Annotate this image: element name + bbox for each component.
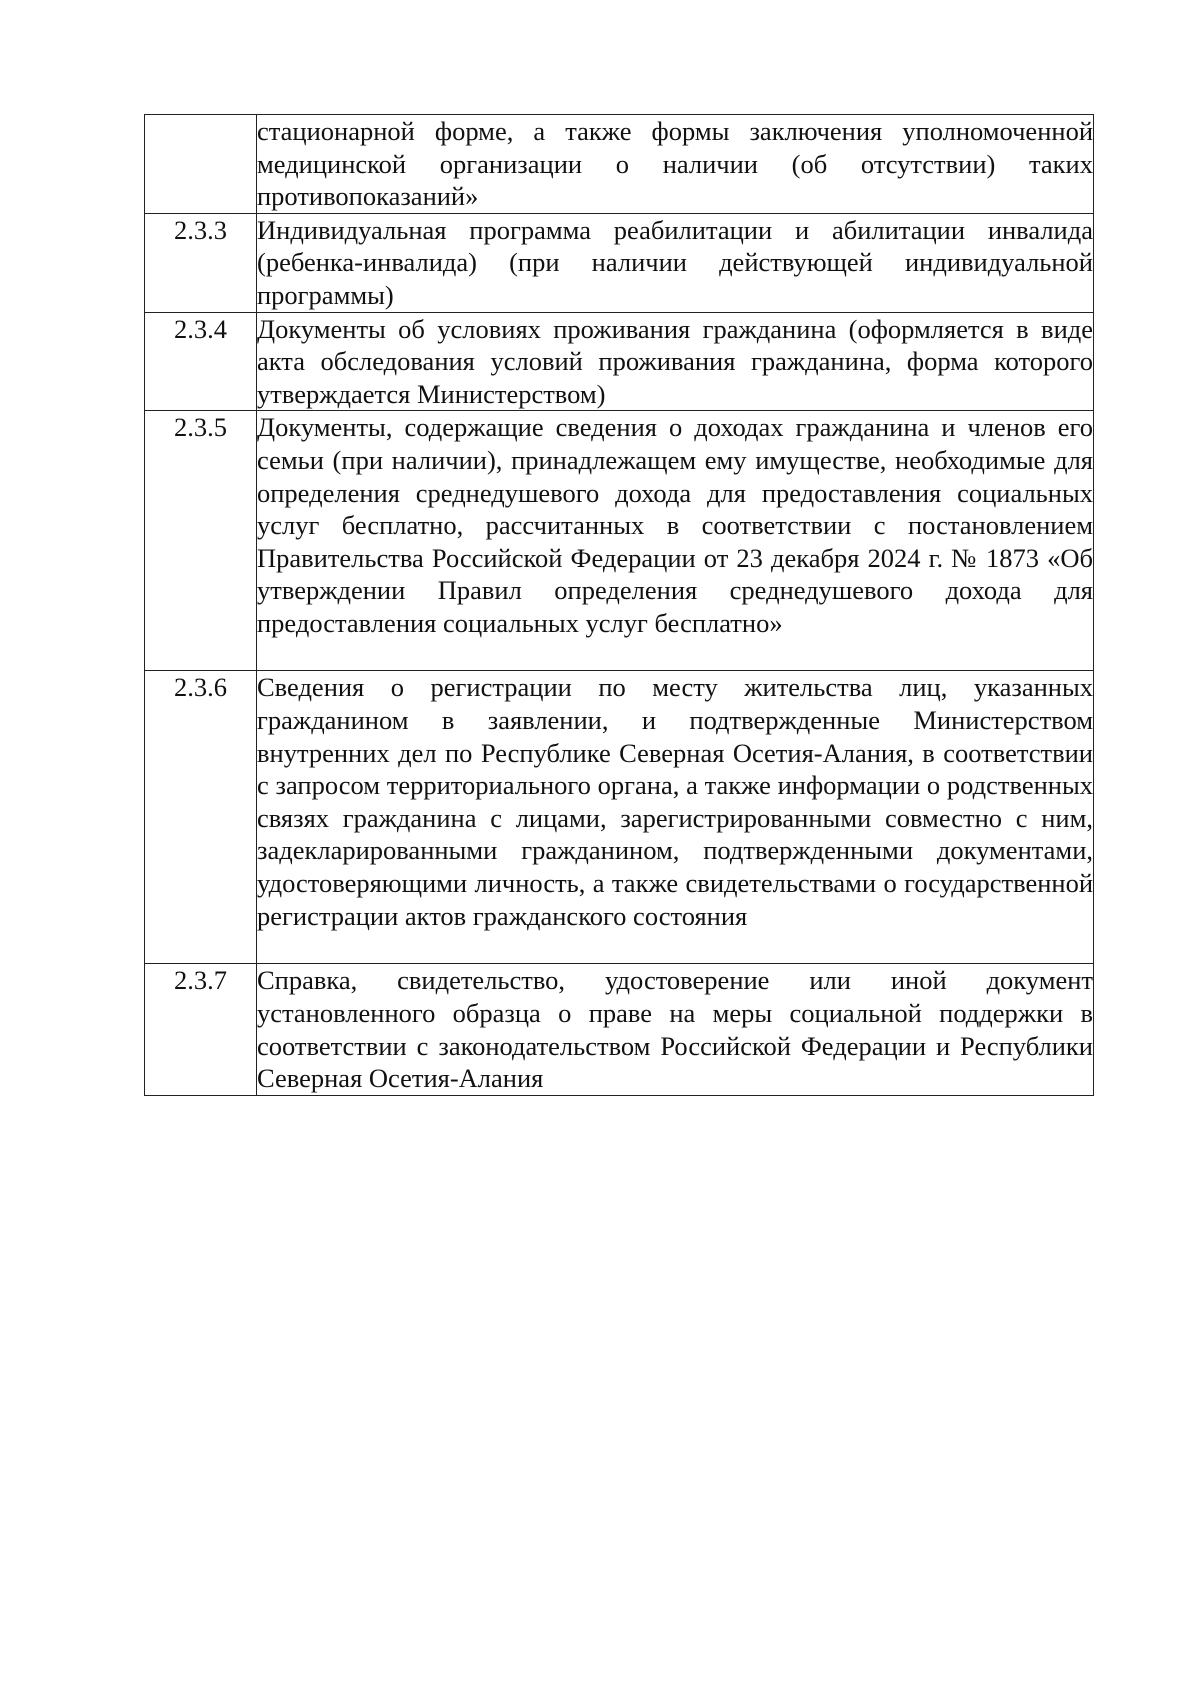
table-row — [145, 964, 1094, 1095]
row-text: Документы об условиях проживания гражданина (оформляется в виде акта обследования условий проживания гражданина, форма которого утверждается Министерством) — [257, 312, 1094, 411]
row-text: стационарной форме, а также формы заключения уполномоченной медицинской организации о наличии (об отсутствии) таких противопоказаний» — [257, 115, 1094, 214]
row-text: Сведения о регистрации по месту жительства лиц, указанных гражданином в заявлении, и подтвержденные Министерством внутренних дел по Республике Северная Осетия-Алания, в соответствии с запросом территориального органа, а также информации о родственных связях гражданина с лицами, зарегистрированными совместно с ним, задекларированными гражданином, подтвержденными документами, удостоверяющими личность, а также свидетельствами о государственной регистрации актов гражданского состояния — [257, 671, 1094, 964]
row-number: 2.3.5 — [145, 411, 257, 671]
documents-table — [144, 114, 1094, 1096]
table-row — [145, 213, 1094, 312]
row-text: Индивидуальная программа реабилитации и абилитации инвалида (ребенка-инвалида) (при наличии действующей индивидуальной программы) — [257, 213, 1094, 312]
row-number — [145, 115, 257, 214]
row-number: 2.3.7 — [145, 964, 257, 1095]
table-row — [145, 115, 1094, 214]
row-number: 2.3.4 — [145, 312, 257, 411]
table-row — [145, 671, 1094, 964]
table-row — [145, 312, 1094, 411]
table-row — [145, 411, 1094, 671]
row-number: 2.3.6 — [145, 671, 257, 964]
row-number: 2.3.3 — [145, 213, 257, 312]
row-text: Документы, содержащие сведения о доходах гражданина и членов его семьи (при наличии), принадлежащем ему имуществе, необходимые для определения среднедушевого дохода для предоставления социальных услуг бесплатно, рассчитанных в соответствии с постановлением Правительства Российской Федерации от 23 декабря 2024 г. № 1873 «Об утверждении Правил определения среднедушевого дохода для предоставления социальных услуг бесплатно» — [257, 411, 1094, 671]
row-text: Справка, свидетельство, удостоверение или иной документ установленного образца о праве на меры социальной поддержки в соответствии с законодательством Российской Федерации и Республики Северная Осетия-Алания — [257, 964, 1094, 1095]
